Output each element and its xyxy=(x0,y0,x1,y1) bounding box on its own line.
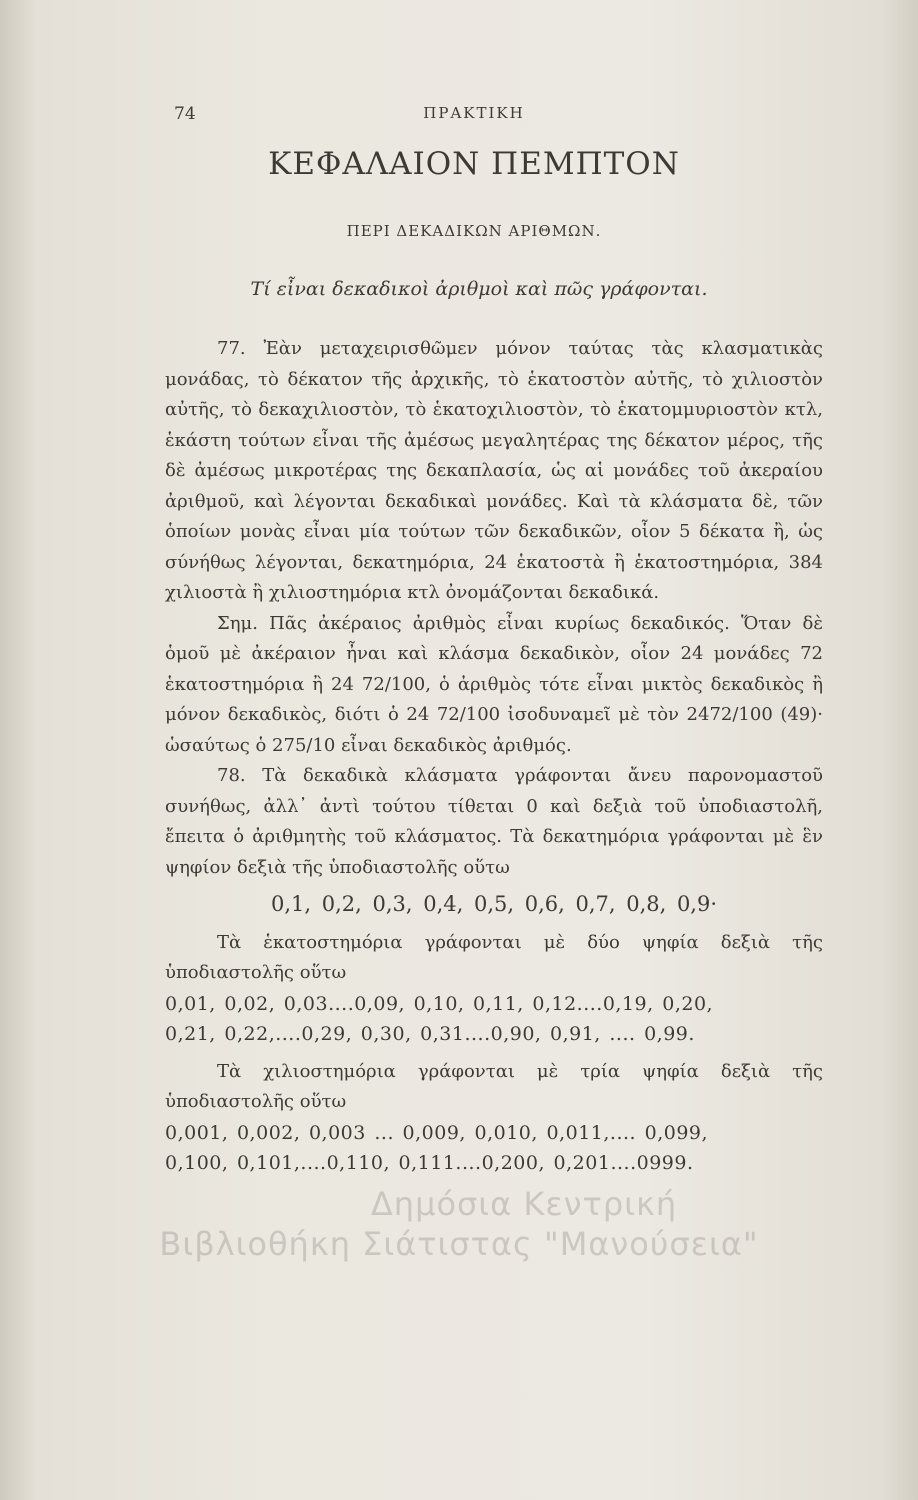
chapter-title: ΚΕΦΑΛΑΙΟΝ ΠΕΜΠΤΟΝ xyxy=(268,146,680,182)
thousandths-examples-line1: 0,001, 0,002, 0,003 ... 0,009, 0,010, 0,011,.... 0,099, xyxy=(165,1121,709,1144)
thousandths-examples-line2: 0,100, 0,101,....0,110, 0,111....0,200, 0,201....0999. xyxy=(165,1152,694,1174)
hundredths-examples-line1: 0,01, 0,02, 0,03....0,09, 0,10, 0,11, 0,12....0,19, 0,20, xyxy=(165,992,714,1015)
tenths-examples: 0,1, 0,2, 0,3, 0,4, 0,5, 0,6, 0,7, 0,8, 0,9· xyxy=(270,892,718,916)
library-watermark-line1: Δημόσια Κεντρική xyxy=(370,1185,678,1223)
section-title: ΠΕΡΙ ΔΕΚΑΔΙΚΩΝ ΑΡΙΘΜΩΝ. xyxy=(346,222,602,240)
section-question: Τί εἶναι δεκαδικοὶ ἀριθμοὶ καὶ πῶς γράφονται. xyxy=(250,278,708,300)
paragraph-77: 77. Ἐὰν μεταχειρισθῶμεν μόνον ταύτας τὰς κλασματικὰς μονάδας, τὸ δέκατον τῆς ἀρχικῆς, τὸ ἑκατοστὸν αὐτῆς, τὸ χιλιοστὸν αὐτῆς, τὸ δεκαχιλιοστὸν, τὸ ἑκατοχιλιοστὸν, τὸ ἑκατομμυριοστὸν κτλ, ἑκάστη τούτων εἶναι τῆς ἀμέσως μεγαλητέρας της δέκατον μέρος, τῆς δὲ ἀμέσως μικροτέρας της δεκαπλασία, ὡς αἱ μονάδες τοῦ ἀκεραίου ἀριθμοῦ, καὶ λέγονται δεκαδικαὶ μονάδες. Καὶ τὰ κλάσματα δὲ, τῶν ὁποίων μονὰς εἶναι μία τούτων τῶν δεκαδικῶν, οἷον 5 δέκατα ἢ, ὡς σύνήθως λέγονται, δεκατημόρια, 24 ἑκατοστὰ ἢ ἑκατοστημόρια, 384 χιλιοστὰ ἢ χιλιοστημόρια κτλ ὀνομάζονται δεκαδικά. xyxy=(165,338,823,603)
hundredths-intro: Τὰ ἑκατοστημόρια γράφονται μὲ δύο ψηφία δεξιὰ τῆς ὑποδιαστολῆς οὕτω xyxy=(165,931,823,983)
body-text xyxy=(165,334,823,1179)
thousandths-intro: Τὰ χιλιοστημόρια γράφονται μὲ τρία ψηφία δεξιὰ τῆς ὑποδιαστολῆς οὕτω xyxy=(165,1060,823,1112)
running-head: ΠΡΑΚΤΙΚΗ xyxy=(423,104,525,122)
hundredths-examples-line2: 0,21, 0,22,....0,29, 0,30, 0,31....0,90, 0,91, .... 0,99. xyxy=(165,1023,695,1045)
library-watermark-line2: Βιβλιοθήκη Σιάτιστας "Μανούσεια" xyxy=(159,1225,759,1263)
note-paragraph: Σημ. Πᾶς ἀκέραιος ἀριθμὸς εἶναι κυρίως δεκαδικός. Ὅταν δὲ ὁμοῦ μὲ ἀκέραιον ἦναι καὶ κλάσμα δεκαδικὸν, οἷον 24 μονάδες 72 ἑκατοστημόρια ἢ 24 72/100, ὁ ἀριθμὸς τότε εἶναι μικτὸς δεκαδικὸς ἢ μόνον δεκαδικὸς, διότι ὁ 24 72/100 ἰσοδυναμεῖ μὲ τὸν 2472/100 (49)· ὡσαύτως ὁ 275/10 εἶναι δεκαδικὸς ἀριθμός. xyxy=(165,612,823,756)
page-number: 74 xyxy=(174,104,196,124)
paragraph-78: 78. Τὰ δεκαδικὰ κλάσματα γράφονται ἄνευ παρονομαστοῦ συνήθως, ἀλλ᾽ ἀντὶ τούτου τίθεται 0 καὶ δεξιὰ τοῦ ὑποδιαστολῆ, ἔπειτα ὁ ἀριθμητὴς τοῦ κλάσματος. Τὰ δεκατημόρια γράφονται μὲ ἓν ψηφίον δεξιὰ τῆς ὑποδιαστολῆς οὕτω xyxy=(165,765,823,878)
